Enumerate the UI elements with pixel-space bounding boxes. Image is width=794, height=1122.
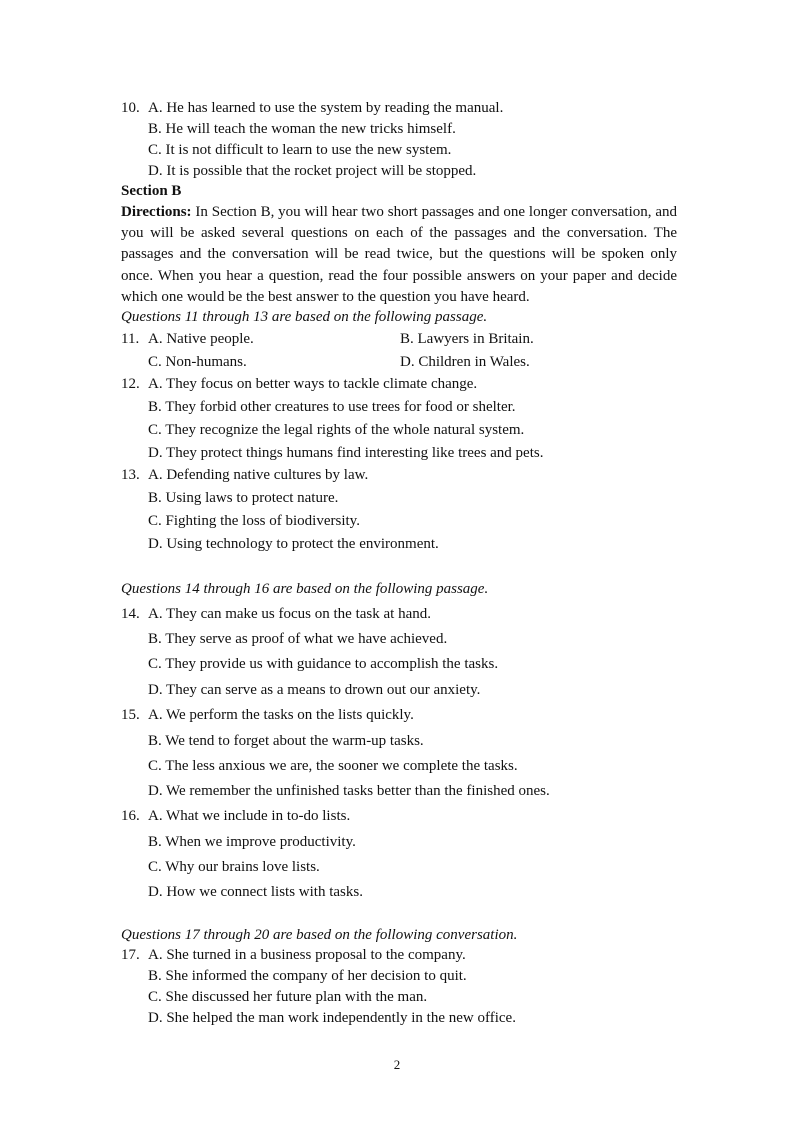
q16-option-b: B. When we improve productivity. [148,834,356,850]
q10-option-a: A. He has learned to use the system by reading the manual. [148,100,504,116]
q17-option-a: A. She turned in a business proposal to the company. [148,947,466,963]
q17-option-b: B. She informed the company of her decision to quit. [148,968,467,984]
group3-heading: Questions 17 through 20 are based on the following conversation. [121,927,518,943]
section-b-directions [121,202,677,308]
q15-option-b: B. We tend to forget about the warm-up tasks. [148,733,424,749]
group2-heading: Questions 14 through 16 are based on the following passage. [121,581,489,597]
q10-option-b: B. He will teach the woman the new tricks himself. [148,121,456,137]
section-b-title: Section B [121,183,182,199]
group1-heading: Questions 11 through 13 are based on the following passage. [121,309,488,325]
q11-number: 11. [121,331,140,347]
q11-option-b: B. Lawyers in Britain. [400,331,534,347]
q14-option-d: D. They can serve as a means to drown out our anxiety. [148,682,481,698]
q17-number: 17. [121,947,140,963]
q14-number: 14. [121,606,140,622]
q14-option-c: C. They provide us with guidance to accomplish the tasks. [148,656,499,672]
q14-option-a: A. They can make us focus on the task at hand. [148,606,431,622]
q15-number: 15. [121,707,140,723]
directions-label: Directions: [121,204,192,220]
q17-option-d: D. She helped the man work independently in the new office. [148,1010,516,1026]
q17-option-c: C. She discussed her future plan with the man. [148,989,428,1005]
q11-option-c: C. Non-humans. [148,354,247,370]
q15-option-c: C. The less anxious we are, the sooner we complete the tasks. [148,758,518,774]
q11-option-d: D. Children in Wales. [400,354,530,370]
q16-option-c: C. Why our brains love lists. [148,859,320,875]
q16-option-d: D. How we connect lists with tasks. [148,884,363,900]
q10-number: 10. [121,100,140,116]
q15-option-d: D. We remember the unfinished tasks better than the finished ones. [148,783,550,799]
q11-option-a: A. Native people. [148,331,254,347]
directions-text: In Section B, you will hear two short passages and one longer conversation, and you will be asked several questions on each of the passages and the conversation. The passages and the conversation will be read twice, but the questions will be spoken only once. When you hear a question, read the four possible answers on your paper and decide which one would be the best answer to the question you have heard. [121,204,677,305]
q13-option-c: C. Fighting the loss of biodiversity. [148,513,360,529]
q12-option-a: A. They focus on better ways to tackle climate change. [148,376,478,392]
q14-option-b: B. They serve as proof of what we have achieved. [148,631,448,647]
q13-option-d: D. Using technology to protect the environment. [148,536,439,552]
q13-option-a: A. Defending native cultures by law. [148,467,369,483]
q15-option-a: A. We perform the tasks on the lists quickly. [148,707,414,723]
q12-number: 12. [121,376,140,392]
q16-option-a: A. What we include in to-do lists. [148,808,351,824]
q12-option-b: B. They forbid other creatures to use trees for food or shelter. [148,399,516,415]
q12-option-d: D. They protect things humans find interesting like trees and pets. [148,445,544,461]
q10-option-d: D. It is possible that the rocket project will be stopped. [148,163,477,179]
q10-option-c: C. It is not difficult to learn to use the new system. [148,142,452,158]
q13-option-b: B. Using laws to protect nature. [148,490,339,506]
q12-option-c: C. They recognize the legal rights of the whole natural system. [148,422,525,438]
q16-number: 16. [121,808,140,824]
q13-number: 13. [121,467,140,483]
page-number: 2 [393,1057,401,1072]
